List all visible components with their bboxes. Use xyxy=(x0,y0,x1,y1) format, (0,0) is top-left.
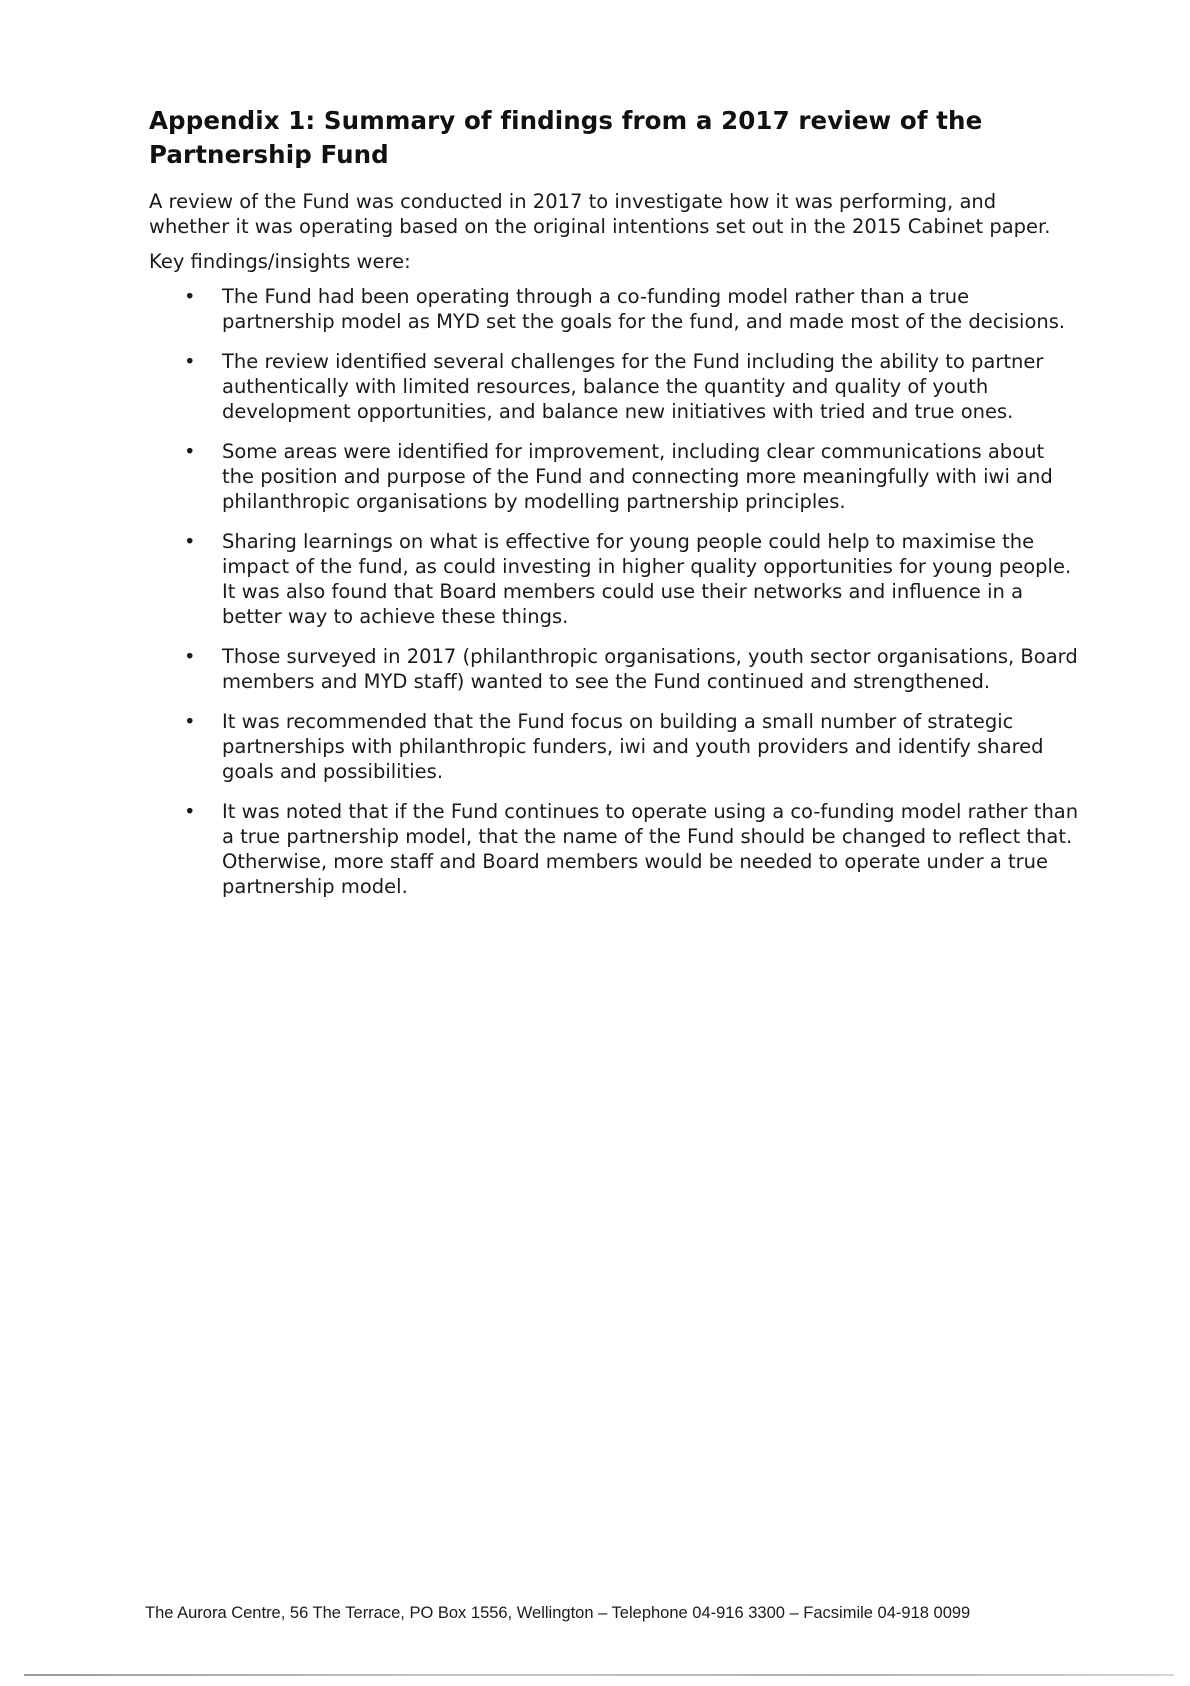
finding-text: The Fund had been operating through a co-funding model rather than a true partnership model as MYD set the goals for the fund, and made most of the decisions. xyxy=(222,285,1066,333)
bullet-icon: • xyxy=(184,645,196,668)
bullet-icon: • xyxy=(184,350,196,373)
page-title xyxy=(149,104,1079,172)
intro-paragraph: A review of the Fund was conducted in 2017 to investigate how it was performing, and whether it was operating based on the original intentions set out in the 2015 Cabinet paper. xyxy=(149,190,1051,238)
findings-label: Key findings/insights were: xyxy=(149,250,411,273)
list-item xyxy=(149,644,1079,694)
list-item xyxy=(149,439,1079,514)
finding-text: It was recommended that the Fund focus on building a small number of strategic partnerships with philanthropic funders, iwi and youth providers and identify shared goals and possibilities. xyxy=(222,710,1044,783)
list-item xyxy=(149,349,1079,424)
title-line-2: Partnership Fund xyxy=(149,140,389,169)
list-item xyxy=(149,529,1079,629)
document-body xyxy=(149,104,1079,914)
bullet-icon: • xyxy=(184,710,196,733)
bullet-icon: • xyxy=(184,530,196,553)
finding-text: Those surveyed in 2017 (philanthropic organisations, youth sector organisations, Board members and MYD staff) wanted to see the Fund continued and strengthened. xyxy=(222,645,1078,693)
title-line-1: Appendix 1: Summary of findings from a 2017 review of the xyxy=(149,106,983,135)
list-item xyxy=(149,709,1079,784)
finding-text: It was noted that if the Fund continues to operate using a co-funding model rather than a true partnership model, that the name of the Fund should be changed to reflect that. Otherwise, more staff and Board members would be needed to operate under a true partnership model. xyxy=(222,800,1079,898)
findings-list xyxy=(149,284,1079,899)
list-item xyxy=(149,799,1079,899)
finding-text: Some areas were identified for improvement, including clear communications about the position and purpose of the Fund and connecting more meaningfully with iwi and philanthropic organisations by modelling partnership principles. xyxy=(222,440,1053,513)
finding-text: Sharing learnings on what is effective for young people could help to maximise the impact of the fund, as could investing in higher quality opportunities for young people. It was also found that Board members could use their networks and influence in a better way to achieve these things. xyxy=(222,530,1072,628)
page-footer: The Aurora Centre, 56 The Terrace, PO Box 1556, Wellington – Telephone 04-916 3300 – Facsimile 04-918 0099 xyxy=(145,1604,971,1622)
bullet-icon: • xyxy=(184,800,196,823)
bullet-icon: • xyxy=(184,285,196,308)
bullet-icon: • xyxy=(184,440,196,463)
scan-edge-divider xyxy=(24,1674,1174,1676)
finding-text: The review identified several challenges for the Fund including the ability to partner authentically with limited resources, balance the quantity and quality of youth development opportunities, and balance new initiatives with tried and true ones. xyxy=(222,350,1044,423)
list-item xyxy=(149,284,1079,334)
